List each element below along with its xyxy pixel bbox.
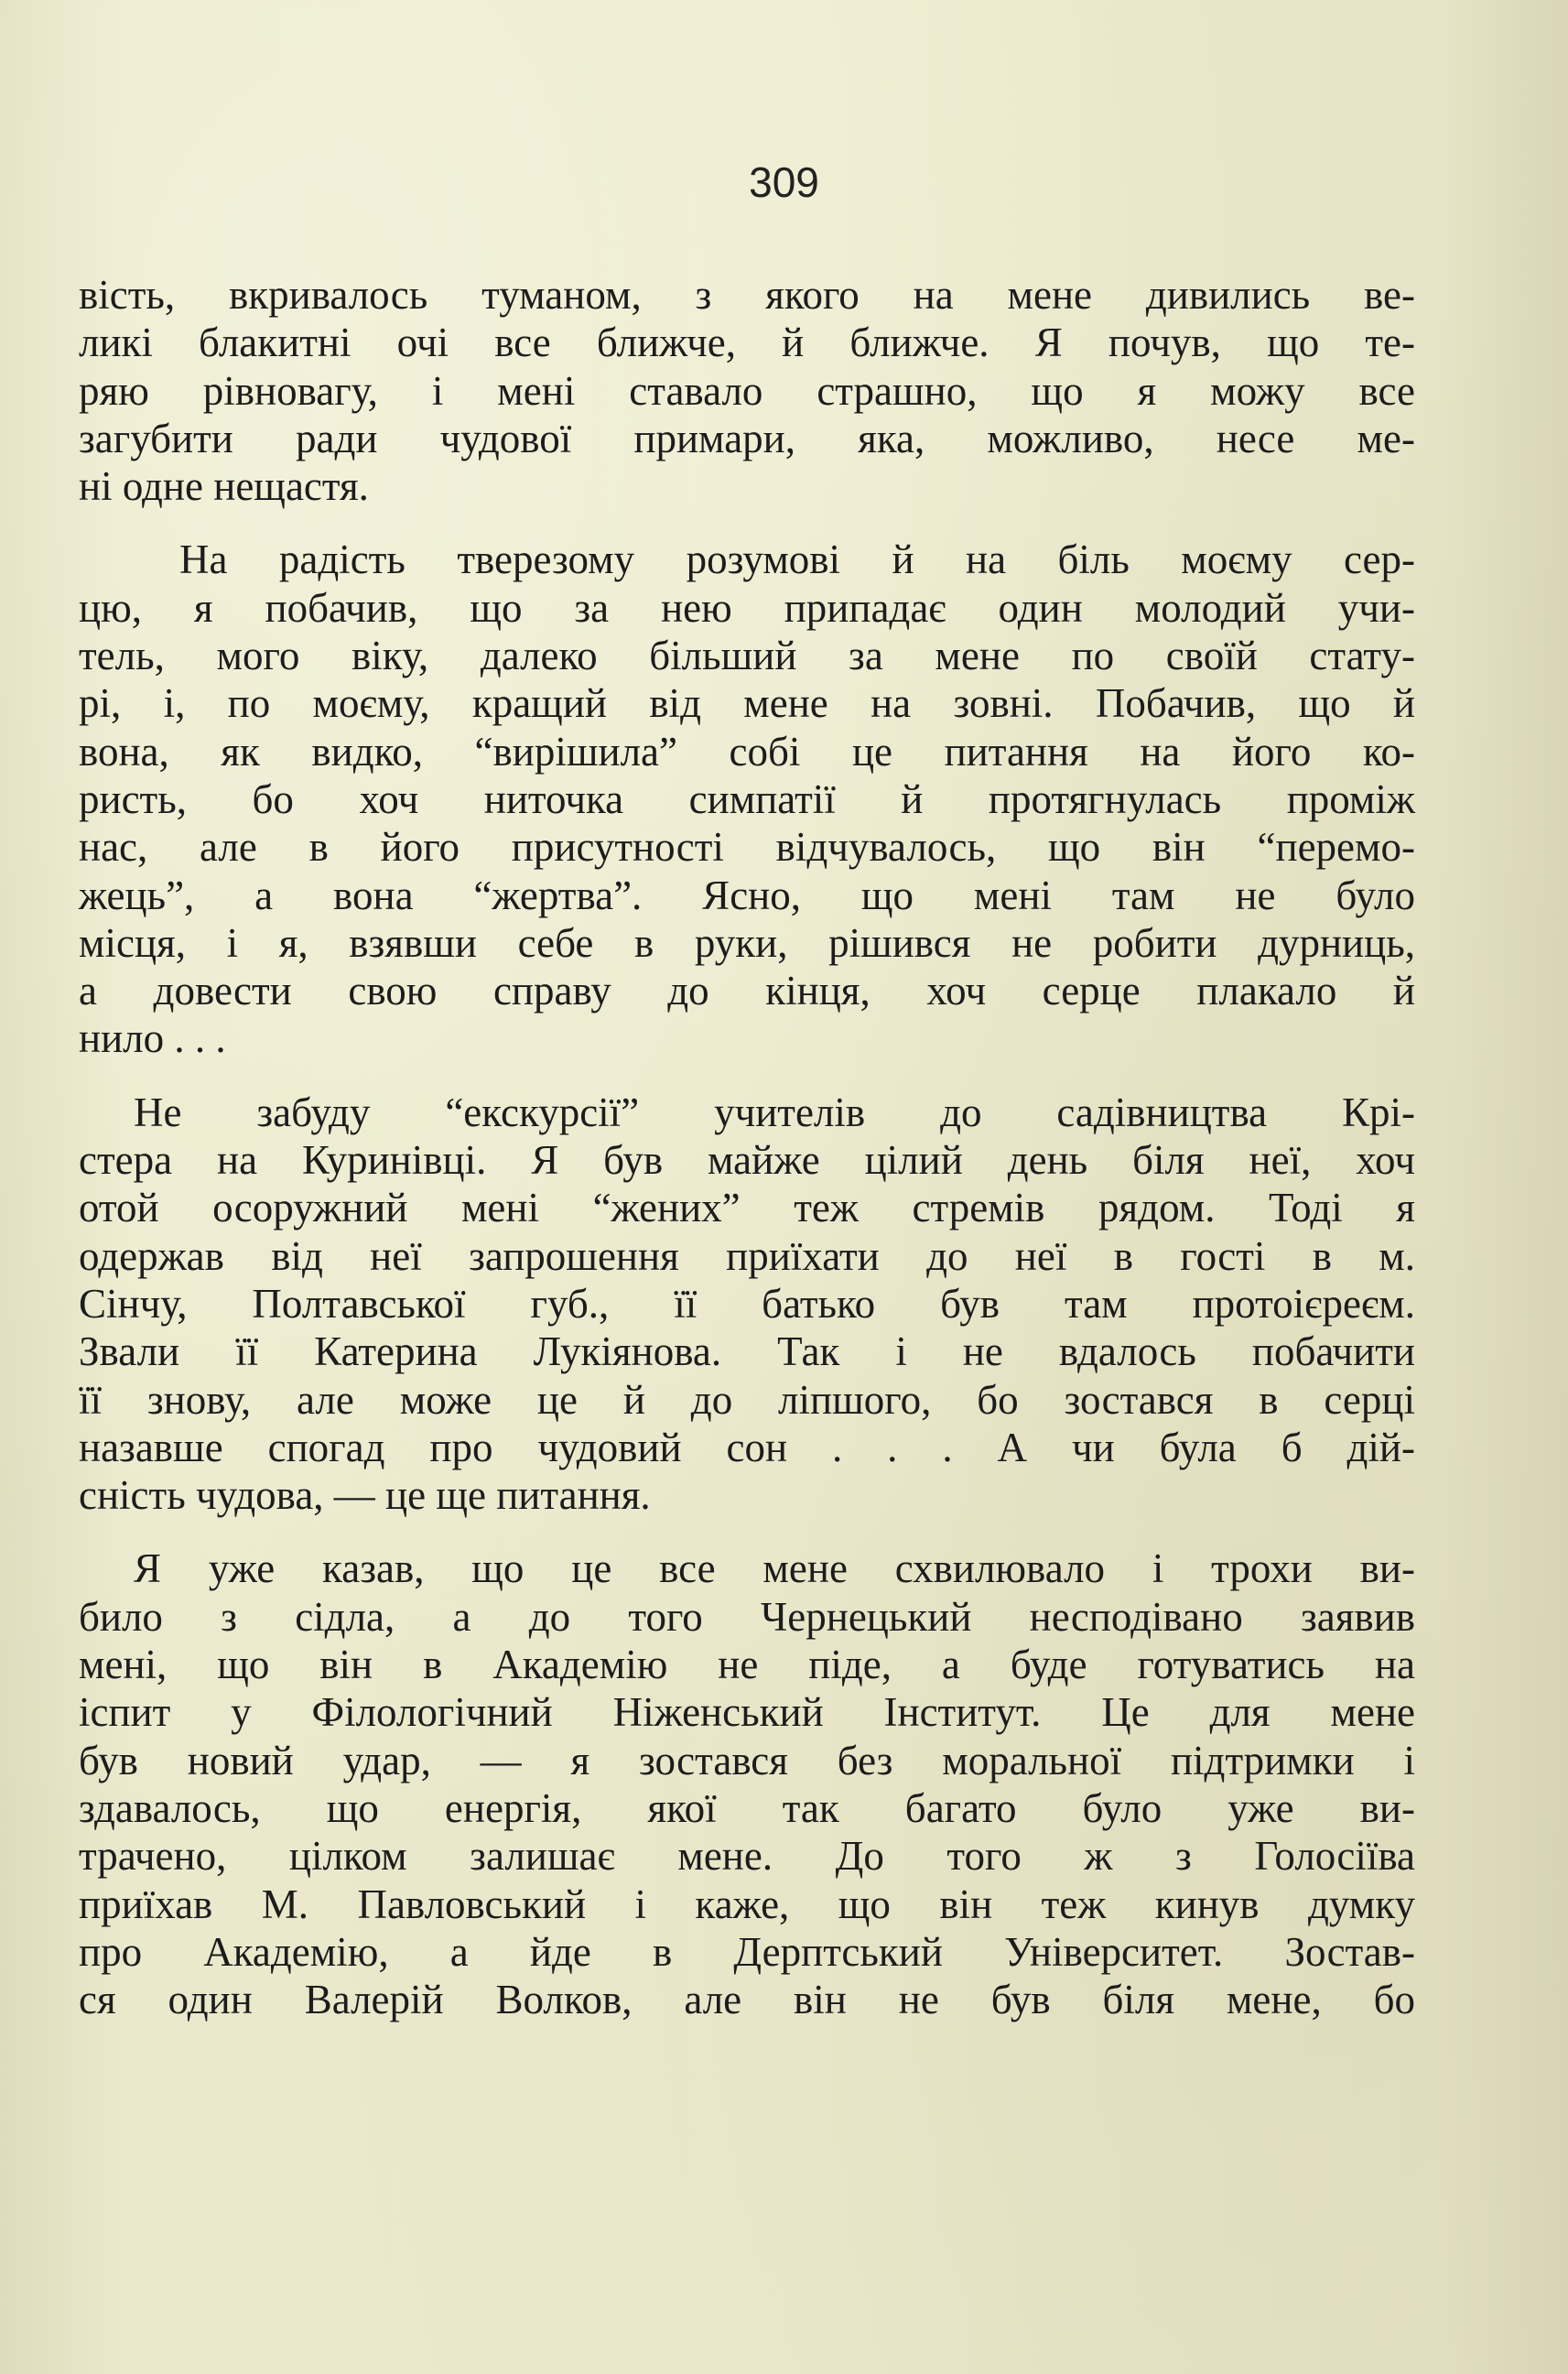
text-line: Звали її Катерина Лукіянова. Так і не вдалось побачити bbox=[79, 1328, 1415, 1375]
text-line: здавалось, що енергія, якої так багато було уже ви- bbox=[79, 1784, 1415, 1831]
text-line: Сінчу, Полтавської губ., її батько був там протоієреєм. bbox=[79, 1280, 1415, 1327]
text-line: нас, але в його присутності відчувалось, що він “перемо- bbox=[79, 824, 1415, 871]
text-line: одержав від неї запрошення приїхати до неї в гості в м. bbox=[79, 1232, 1415, 1279]
text-line: сність чудова, — це ще питання. bbox=[79, 1472, 651, 1519]
text-line: ні одне нещастя. bbox=[79, 463, 369, 510]
text-line: тель, мого віку, далеко більший за мене по своїй стату- bbox=[79, 633, 1415, 679]
text-line: Не забуду “екскурсії” учителів до садівництва Крі- bbox=[134, 1089, 1415, 1135]
text-line: приїхав М. Павловський і каже, що він теж кинув думку bbox=[79, 1881, 1415, 1927]
text-line: а довести свою справу до кінця, хоч серце плакало й bbox=[79, 968, 1415, 1014]
text-line: місця, і я, взявши себе в руки, рішився не робити дурниць, bbox=[79, 919, 1415, 966]
paragraph-gap bbox=[79, 1519, 1415, 1545]
paragraph-3 bbox=[79, 1089, 1415, 1520]
paragraph-gap bbox=[79, 1063, 1415, 1089]
text-line: Я уже казав, що це все мене схвилювало і трохи ви- bbox=[134, 1545, 1415, 1592]
text-line: отой осоружний мені “жених” теж стремів рядом. Тоді я bbox=[79, 1185, 1415, 1231]
text-line: іспит у Філологічний Ніженський Інститут. Це для мене bbox=[79, 1689, 1415, 1736]
text-line: трачено, цілком залишає мене. До того ж з Голосіїва bbox=[79, 1833, 1415, 1880]
text-line: був новий удар, — я зостався без моральної підтримки і bbox=[79, 1737, 1415, 1783]
text-line: цю, я побачив, що за нею припадає один молодий учи- bbox=[79, 584, 1415, 631]
text-line: загубити ради чудової примари, яка, можливо, несе ме- bbox=[79, 415, 1415, 461]
text-line: ликі блакитні очі все ближче, й ближче. Я почув, що те- bbox=[79, 320, 1415, 366]
text-line: нило . . . bbox=[79, 1015, 226, 1062]
paragraph-1 bbox=[79, 271, 1415, 510]
paragraph-4 bbox=[79, 1545, 1415, 2023]
text-line: назавше спогад про чудовий сон . . . А чи була б дій- bbox=[79, 1424, 1415, 1470]
text-line: ся один Валерій Волков, але він не був біля мене, бо bbox=[79, 1977, 1415, 2023]
text-line: стера на Куринівці. Я був майже цілий день біля неї, хоч bbox=[79, 1137, 1415, 1184]
text-line: жець”, а вона “жертва”. Ясно, що мені там не було bbox=[79, 872, 1415, 918]
text-line: било з сідла, а до того Чернецький несподівано заявив bbox=[79, 1593, 1415, 1640]
text-line: її знову, але може це й до ліпшого, бо зостався в серці bbox=[79, 1376, 1415, 1423]
text-line: мені, що він в Академію не піде, а буде готуватись на bbox=[79, 1642, 1415, 1688]
text-line: вона, як видко, “вирішила” собі це питання на його ко- bbox=[79, 728, 1415, 775]
paragraph-gap bbox=[79, 510, 1415, 536]
text-line: про Академію, а йде в Дерптський Університет. Зостав- bbox=[79, 1928, 1415, 1975]
paragraph-2 bbox=[79, 536, 1415, 1062]
text-line: вість, вкривалось туманом, з якого на мене дивились ве- bbox=[79, 272, 1415, 318]
text-line: На радість тверезому розумові й на біль моєму сер- bbox=[179, 537, 1415, 583]
page-number: 309 bbox=[749, 158, 819, 206]
text-line: ряю рівновагу, і мені ставало страшно, що я можу все bbox=[79, 367, 1415, 414]
text-line: рі, і, по моєму, кращий від мене на зовні. Побачив, що й bbox=[79, 680, 1415, 727]
body-text bbox=[79, 271, 1415, 2023]
text-line: ристь, бо хоч ниточка симпатії й протягнулась проміж bbox=[79, 775, 1415, 822]
